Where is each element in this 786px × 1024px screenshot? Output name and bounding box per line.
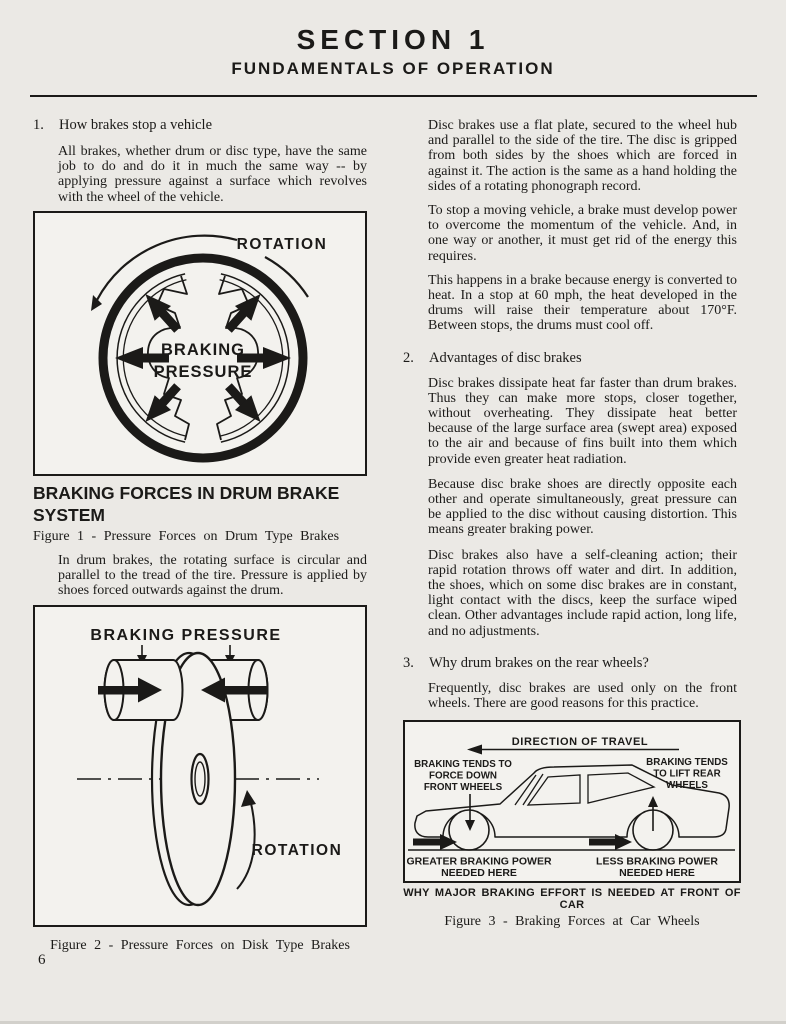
left-column	[33, 0, 367, 954]
body-paragraph: Disc brakes use a flat plate, secured to the wheel hub and parallel to the side of the tire. The disc is gripped from both sides by the shoes which are forced in against it. The action is the same as a hand holding the sides of a rotating phonograph record.	[428, 118, 737, 194]
rotation-label: ROTATION	[236, 235, 328, 253]
body-paragraph: To stop a moving vehicle, a brake must develop power to overcome the momentum of the vehicle. And, in one way or another, it must get rid of the energy this requires.	[428, 203, 737, 264]
rear-window	[588, 773, 654, 803]
figure-1-drum-brake-diagram	[33, 211, 367, 476]
item-heading: Why drum brakes on the rear wheels?	[429, 654, 649, 671]
figure-2-disc-brake-diagram	[33, 605, 367, 927]
figure-2-caption: Figure 2 - Pressure Forces on Disk Type Brakes	[50, 938, 350, 954]
front-wheel	[449, 810, 489, 850]
rear-label-line3: WHEELS	[666, 780, 708, 792]
figure-1-caption: Figure 1 - Pressure Forces on Drum Type Brakes	[33, 528, 340, 544]
item-number: 1.	[33, 117, 44, 133]
rotation-label: ROTATION	[251, 842, 343, 860]
front-power-label-line1: GREATER BRAKING POWER	[406, 855, 552, 868]
braking-pressure-label: BRAKING PRESSURE	[90, 627, 282, 645]
direction-of-travel-label: DIRECTION OF TRAVEL	[511, 736, 649, 749]
front-label-line2: FORCE DOWN	[428, 770, 498, 782]
page-number: 6	[38, 952, 46, 968]
item-number: 3.	[403, 654, 414, 671]
rear-label-line1: BRAKING TENDS	[646, 757, 728, 769]
drum-brake-heading: BRAKING FORCES IN DRUM BRAKE SYSTEM	[33, 482, 340, 525]
section-subtitle: FUNDAMENTALS OF OPERATION	[231, 59, 555, 78]
item-heading: How brakes stop a vehicle	[59, 117, 213, 133]
body-paragraph: This happens in a brake because energy is converted to heat. In a stop at 60 mph, the heat developed in the drums will raise their temperature about 170°F. Between stops, the drums must cool off.	[428, 272, 737, 334]
front-power-label-line2: NEEDED HERE	[441, 867, 517, 880]
item-number: 2.	[403, 349, 414, 366]
car-braking-svg	[405, 722, 738, 880]
front-label-line1: BRAKING TENDS TO	[414, 759, 512, 771]
body-paragraph: Disc brakes dissipate heat far faster than drum brakes. Thus they can make more stops, closer together, without overheating. They dissipate heat better because of the large surface area (swept area) exposed to the air and because of fins built into them which provide even greater heat radiation.	[428, 375, 737, 467]
direction-arrowhead-icon	[467, 745, 482, 755]
drum-brake-svg	[35, 213, 364, 473]
right-column	[403, 0, 741, 930]
rear-power-label-line2: NEEDED HERE	[619, 867, 695, 880]
figure-3-car-diagram	[403, 720, 741, 883]
numbered-item-1	[33, 117, 367, 133]
figure-3-strapline: WHY MAJOR BRAKING EFFORT IS NEEDED AT FRONT OF CAR	[403, 887, 741, 912]
body-paragraph: All brakes, whether drum or disc type, have the same job to do and do it in much the same way -- by applying pressure against a surface which revolves with the wheel of the vehicle.	[58, 144, 367, 205]
body-paragraph: Disc brakes also have a self-cleaning action; their rapid rotation throws off water and dirt. In addition, the shoes, which on some disc brakes are in constant, light contact with the discs, keep the surface wiped clean. Other advantages include rapid action, long life, and no adjustments.	[428, 547, 737, 639]
figure-3-caption: Figure 3 - Braking Forces at Car Wheels	[444, 914, 700, 930]
numbered-item-3	[403, 655, 741, 671]
body-paragraph: In drum brakes, the rotating surface is circular and parallel to the tread of the tire. Pressure is applied by shoes forced outwards against the drum.	[58, 552, 367, 599]
numbered-item-2	[403, 350, 741, 366]
braking-pressure-label-line1: BRAKING	[161, 340, 245, 359]
section-title: SECTION 1	[296, 24, 490, 55]
rear-label-line2: TO LIFT REAR	[653, 768, 721, 780]
disc-brake-svg	[35, 607, 364, 924]
front-label-line3: FRONT WHEELS	[423, 782, 503, 794]
rotation-arrowhead-icon	[241, 790, 256, 807]
rear-power-label-line1: LESS BRAKING POWER	[596, 855, 718, 868]
item-heading: Advantages of disc brakes	[429, 349, 582, 366]
braking-pressure-label-line2: PRESSURE	[153, 362, 253, 381]
rotation-arrowhead-icon	[91, 295, 102, 311]
body-paragraph: Because disc brake shoes are directly opposite each other and operate simultaneously, great pressure can be applied to the disc without causing distortion. This means greater braking power.	[428, 476, 737, 538]
lift-up-arrowhead-icon	[648, 796, 658, 807]
body-paragraph: Frequently, disc brakes are used only on the front wheels. There are good reasons for this practice.	[428, 680, 737, 712]
front-window	[528, 775, 580, 805]
